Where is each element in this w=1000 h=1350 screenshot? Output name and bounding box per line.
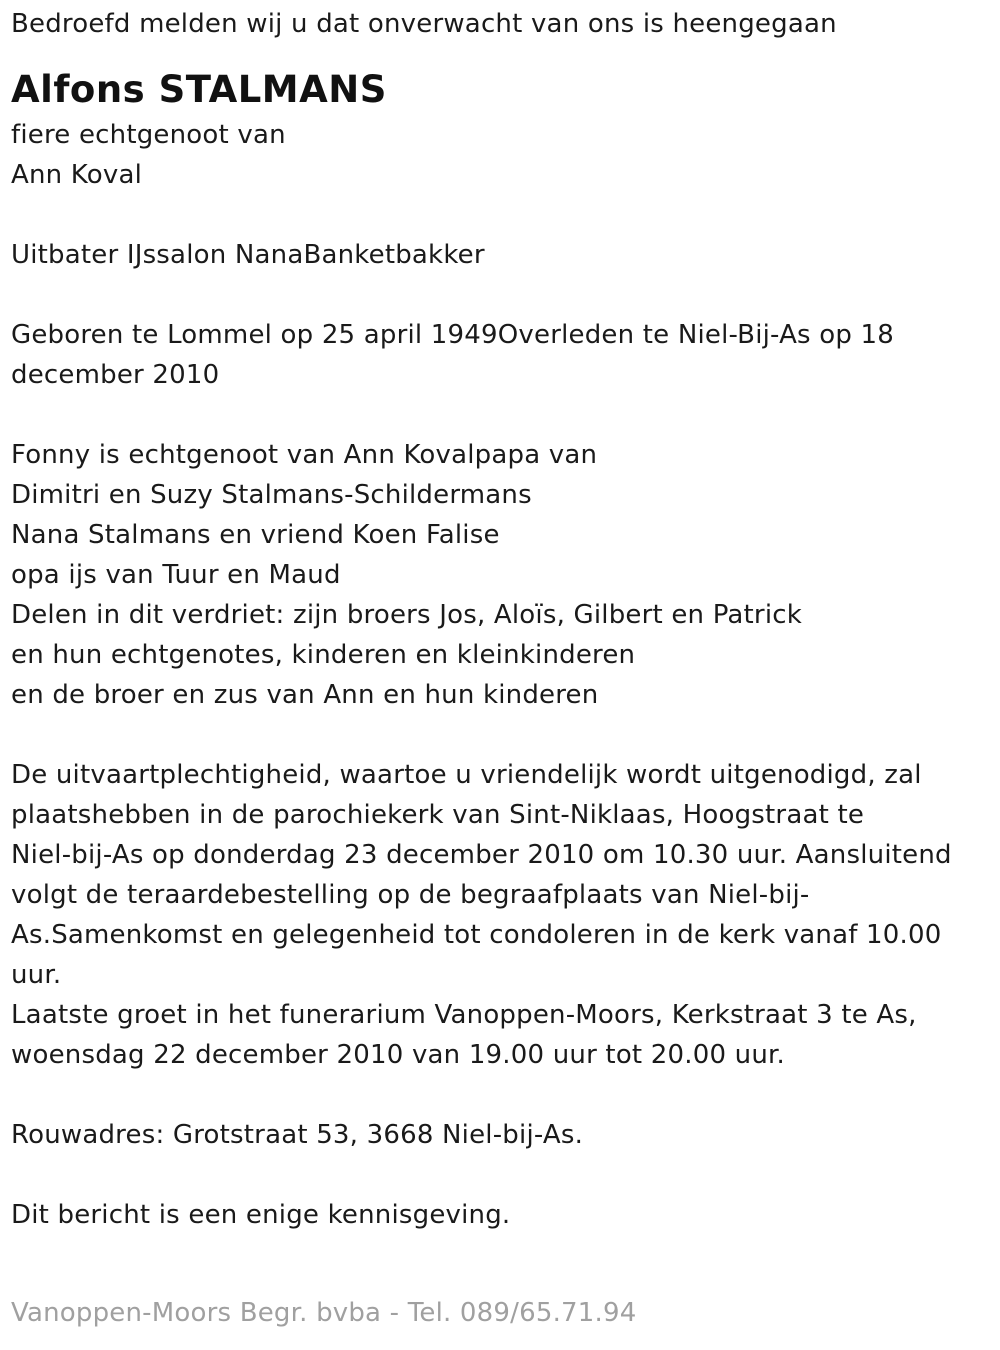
ceremony-line: uur. [11, 960, 62, 990]
deceased-block [11, 65, 986, 195]
ceremony-line: Niel-bij-As op donderdag 23 december 2010 om 10.30 uur. Aansluitend [11, 840, 952, 870]
family-line: Delen in dit verdriet: zijn broers Jos, Aloïs, Gilbert en Patrick [11, 600, 802, 630]
family-line: Nana Stalmans en vriend Koen Falise [11, 520, 500, 550]
spacer [11, 1155, 986, 1195]
spacer [11, 275, 986, 315]
family-line: Fonny is echtgenoot van Ann Kovalpapa van [11, 440, 598, 470]
spacer [11, 195, 986, 235]
birth-death-line: Geboren te Lommel op 25 april 1949Overleden te Niel-Bij-As op 18 [11, 320, 895, 350]
deceased-name: Alfons STALMANS [11, 68, 387, 111]
obituary-notice [11, 4, 986, 1235]
ceremony-line: As.Samenkomst en gelegenheid tot condoleren in de kerk vanaf 10.00 [11, 920, 942, 950]
ceremony-block [11, 755, 986, 1075]
family-line: Dimitri en Suzy Stalmans-Schildermans [11, 480, 532, 510]
ceremony-line: volgt de teraardebestelling op de begraafplaats van Niel-bij- [11, 880, 810, 910]
spacer [11, 1075, 986, 1115]
family-line: opa ijs van Tuur en Maud [11, 560, 341, 590]
ceremony-line: De uitvaartplechtigheid, waartoe u vriendelijk wordt uitgenodigd, zal [11, 760, 922, 790]
footer-credit: Vanoppen-Moors Begr. bvba - Tel. 089/65.71.94 [11, 1298, 637, 1328]
family-line: en de broer en zus van Ann en hun kinderen [11, 680, 599, 710]
ceremony-line: woensdag 22 december 2010 van 19.00 uur tot 20.00 uur. [11, 1040, 786, 1070]
family-line: en hun echtgenotes, kinderen en kleinkinderen [11, 640, 636, 670]
intro-text: Bedroefd melden wij u dat onverwacht van ons is heengegaan [11, 9, 837, 39]
spacer [11, 715, 986, 755]
address-text: Rouwadres: Grotstraat 53, 3668 Niel-bij-As. [11, 1120, 584, 1150]
birth-death-block [11, 315, 986, 395]
ceremony-line: Laatste groet in het funerarium Vanoppen-Moors, Kerkstraat 3 te As, [11, 1000, 917, 1030]
spouse-name: Ann Koval [11, 160, 143, 190]
relation-label: fiere echtgenoot van [11, 120, 286, 150]
birth-death-line: december 2010 [11, 360, 220, 390]
family-block [11, 435, 986, 715]
ceremony-line: plaatshebben in de parochiekerk van Sint-Niklaas, Hoogstraat te [11, 800, 865, 830]
spacer [11, 395, 986, 435]
notice-text: Dit bericht is een enige kennisgeving. [11, 1200, 511, 1230]
occupation-text: Uitbater IJssalon NanaBanketbakker [11, 240, 485, 270]
